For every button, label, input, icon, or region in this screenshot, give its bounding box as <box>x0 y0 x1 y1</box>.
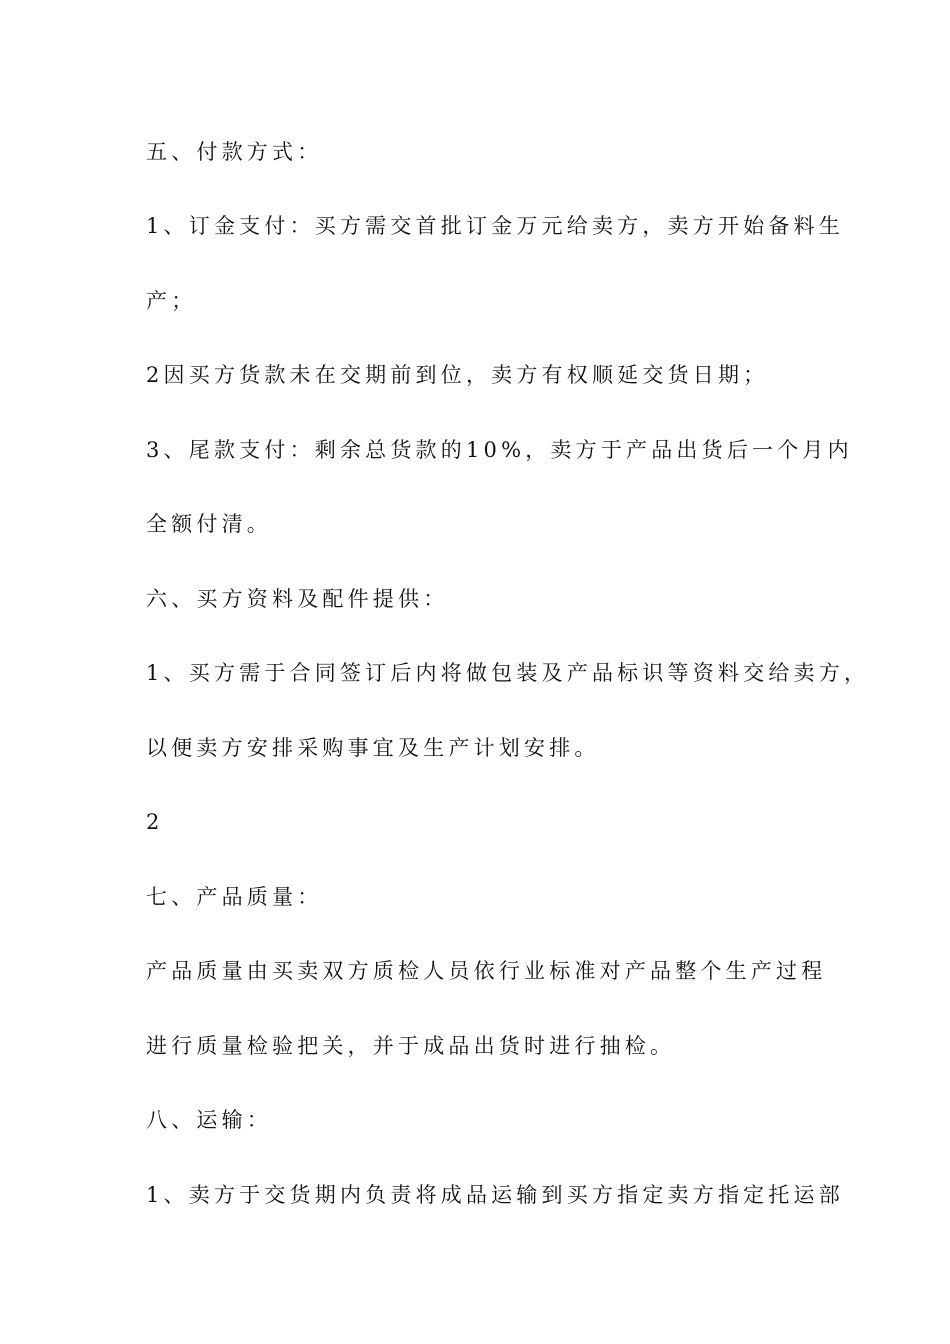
paragraph-line: 产品质量由买卖双方质检人员依行业标准对产品整个生产过程 <box>146 959 827 983</box>
paragraph-line: 3、尾款支付：剩余总货款的10%，卖方于产品出货后一个月内 <box>146 438 853 462</box>
paragraph-line: 以便卖方安排采购事宜及生产计划安排。 <box>146 736 600 760</box>
paragraph-line: 1、买方需于合同签订后内将做包装及产品标识等资料交给卖方， <box>146 661 870 685</box>
section-heading-transport: 八、运输： <box>146 1108 272 1132</box>
section-heading-materials: 六、买方资料及配件提供： <box>146 587 449 611</box>
paragraph-line: 2 <box>146 810 164 834</box>
paragraph-line: 进行质量检验把关，并于成品出货时进行抽检。 <box>146 1034 676 1058</box>
paragraph-line: 1、卖方于交货期内负责将成品运输到买方指定卖方指定托运部 <box>146 1183 844 1207</box>
section-heading-payment: 五、付款方式： <box>146 140 323 164</box>
paragraph-line: 1、订金支付：买方需交首批订金万元给卖方，卖方开始备料生 <box>146 214 844 238</box>
section-heading-quality: 七、产品质量： <box>146 885 323 909</box>
paragraph-line: 产； <box>146 289 197 313</box>
paragraph-line: 2因买方货款未在交期前到位，卖方有权顺延交货日期； <box>146 363 769 387</box>
paragraph-line: 全额付清。 <box>146 512 272 536</box>
